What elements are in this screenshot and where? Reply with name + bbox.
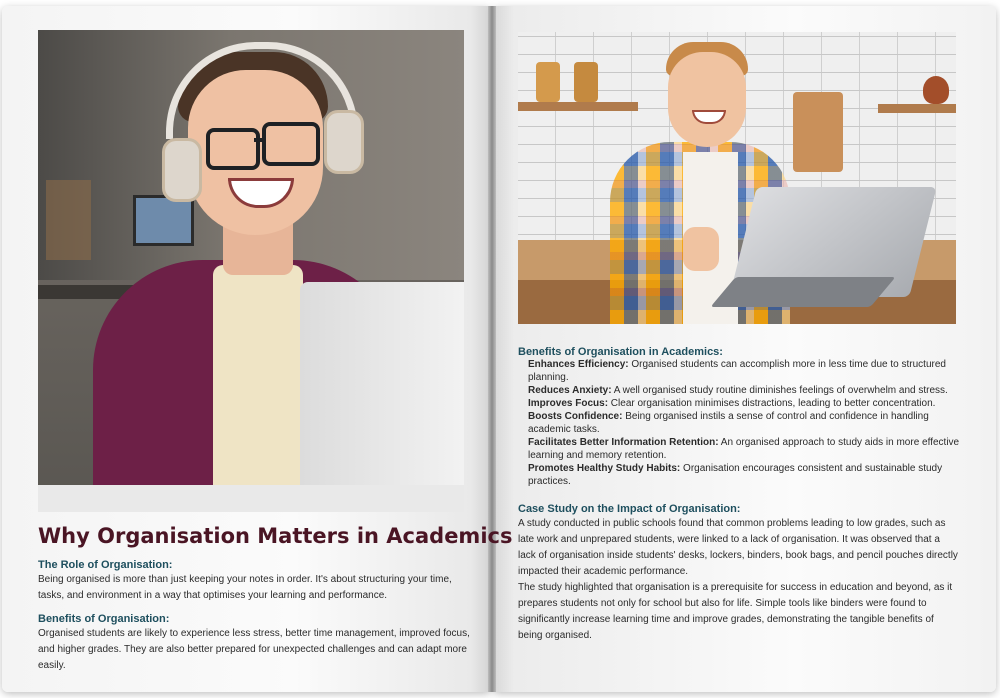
photo-pot xyxy=(923,76,949,104)
student-headphones-photo xyxy=(38,30,464,512)
case-study-paragraph-2: The study highlighted that organisation is a prerequisite for success in education and beyond, as it prepares students not only for school but also for life. Simple tools like binders were found to significantly increase learning time and improve grades, demonstrating the tangible benefits of being organised. xyxy=(518,582,953,641)
list-item-text: An organised approach to study aids in more effective learning and memory retention. xyxy=(528,437,960,461)
role-heading: The Role of Organisation: xyxy=(38,559,173,571)
role-text: Being organised is more than just keeping your notes in order. It's about structuring your time, tasks, and environment in a way that optimises your learning and performance. xyxy=(38,574,452,601)
photo-shirt xyxy=(213,265,303,505)
list-item-text: Clear organisation minimises distractions, leading to better concentration. xyxy=(608,398,936,409)
photo-monitor xyxy=(133,195,194,246)
case-study-heading: Case Study on the Impact of Organisation: xyxy=(518,503,741,515)
list-item-label: Boosts Confidence: xyxy=(528,411,623,422)
photo-thumbs-up xyxy=(683,227,719,271)
list-item xyxy=(528,436,963,462)
list-item xyxy=(528,358,963,384)
list-item-text: Organisation encourages consistent and sustainable study practices. xyxy=(528,463,943,487)
benefits-text: Organised students are likely to experience less stress, better time management, improved focus, and higher grades. They are also better prepared for unexpected challenges and can adapt more easily. xyxy=(38,628,470,671)
list-item xyxy=(528,384,963,397)
list-item-text: A well organised study routine diminishes feelings of overwhelm and stress. xyxy=(611,385,948,396)
photo-shelf-left xyxy=(518,102,638,111)
benefits-heading: Benefits of Organisation: xyxy=(38,613,170,625)
list-item-label: Enhances Efficiency: xyxy=(528,359,629,370)
list-item-text: Being organised instils a sense of control and confidence in handling academic tasks. xyxy=(528,411,929,435)
photo-laptop-keyboard xyxy=(710,277,895,307)
list-item xyxy=(528,462,963,488)
list-item-label: Facilitates Better Information Retention: xyxy=(528,437,719,448)
page-title: Why Organisation Matters in Academics xyxy=(38,524,513,548)
photo-cutting-board xyxy=(793,92,843,172)
photo-jar xyxy=(536,62,560,102)
headphones-right-cup xyxy=(324,110,364,174)
list-item-text: Organised students can accomplish more in less time due to structured planning. xyxy=(528,359,946,383)
benefits-academics-heading: Benefits of Organisation in Academics: xyxy=(518,346,723,358)
headphones-left-cup xyxy=(162,138,202,202)
list-item-label: Reduces Anxiety: xyxy=(528,385,612,396)
photo-jar xyxy=(574,62,598,102)
list-item-label: Improves Focus: xyxy=(528,398,609,409)
photo-boy-face xyxy=(668,52,746,147)
list-item xyxy=(528,410,963,436)
list-item-label: Promotes Healthy Study Habits: xyxy=(528,463,681,474)
photo-desk xyxy=(38,485,464,512)
page-gutter xyxy=(488,6,496,692)
case-study-paragraph-1: A study conducted in public schools found that common problems leading to low grades, such as late work and unprepared students, were linked to a lack of organisation. It was observed that a lack of organisation inside students' desks, lockers, binders, book bags, and pencil pouches directly impacted their academic performance. xyxy=(518,518,958,577)
benefits-list xyxy=(528,358,963,488)
boy-laptop-photo xyxy=(518,32,956,324)
photo-lamp xyxy=(46,180,91,260)
list-item xyxy=(528,397,963,410)
photo-laptop xyxy=(300,282,464,512)
photo-shelf-right xyxy=(878,104,956,113)
